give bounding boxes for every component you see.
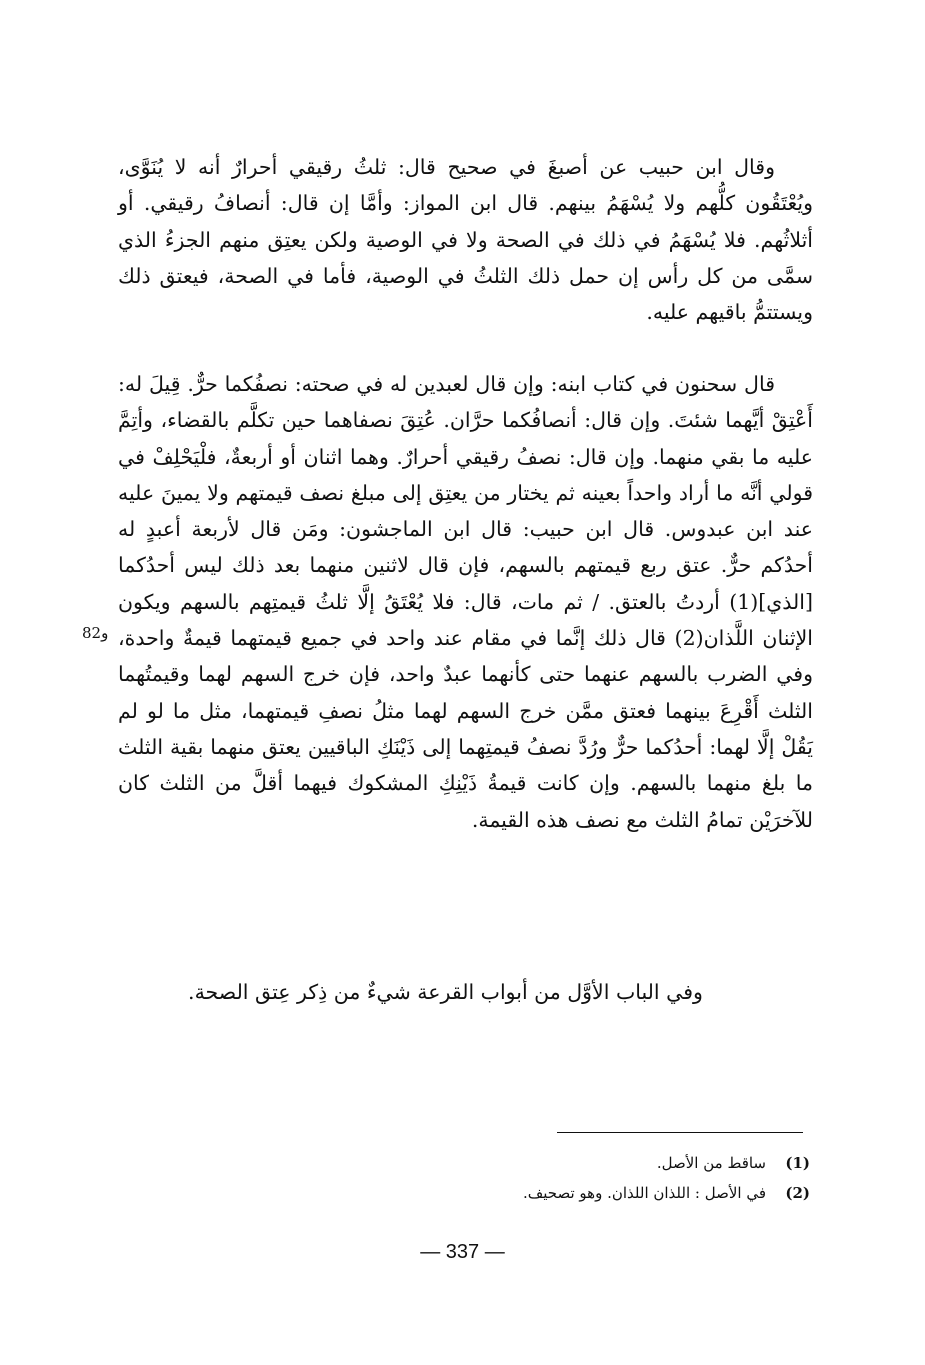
footnote-text: في الأصل : اللذان اللذان. وهو تصحيف. — [522, 1184, 766, 1202]
paragraph-3-text: وفي الباب الأوَّل من أبواب القرعة شيءٌ من ذِكر عِتق الصحة. — [188, 980, 703, 1004]
paragraph-2-text: قال سحنون في كتاب ابنه: وإن قال لعبدين له في صحته: نصفُكما حرٌّ. قِيلَ له: أَعْتِقْ أيَّهما شئتَ. وإن قال: أنصافُكما حرَّان. عُتِقَ نصفاهما حين تكلَّم بالقضاء، وأتِمَّ عليه ما بقي منهما. وإن قال: نصفُ رقيقي أحرارٌ. وهما اثنان أو أربعةٌ، فلْيَحْلِفْ في قولي أنَّه ما أراد واحداً بعينه ثم يختار من يعتِق إلى مبلغ نصف قيمتهم ولا يمينَ عليه عند ابن عبدوس. قال ابن حبيب: قال ابن الماجشون: ومَن قال لأربعة أعبدٍ له أحدُكم حرٌّ. عتق ربع قيمتهم بالسهم، فإن قال لاثنين منهما بعد ذلك ليس أحدُكما [الذي](1) أردتُ بالعتق. / ثم مات، قال: فلا يُعْتَقُ إلَّا ثلثُ قيمتِهم بالسهم ويكون الإثنان اللَّذان(2) قال ذلك إنَّما في مقام عند واحد في جميع قيمتهما قيمةٌ واحدة، وفي الضرب بالسهم عنهما حتى كأنهما عبدٌ واحد، فإن خرج السهم لهما وقيمتُهما الثلث أَقْرِعَ بينهما فعتق ممَّن خرج السهم لهما مثلُ نصفِ قيمتهما، مثل ما لو لم يَقُلْ إلَّا لهما: أحدُكما حرٌّ ورُدَّ نصفُ قيمتِهما إلى ذَيْنَكِ الباقيين يعتق منهما بقية الثلث ما بلغ منهما بالسهم. وإن كانت قيمةُ ذَيْنِكِ المشكوك فيهما أقلَّ من الثلث كان للآخرَيْن تمامُ الثلث مع نصف هذه القيمة. — [118, 372, 813, 832]
folio-margin-note: و82 — [82, 624, 109, 642]
footnote-number: (1) — [785, 1154, 810, 1172]
footnotes — [300, 1148, 810, 1208]
paragraph-1 — [118, 149, 813, 330]
footnote-divider — [557, 1132, 803, 1133]
paragraph-1-text: وقال ابن حبيب عن أصبغَ في صحيح قال: ثلثُ رقيقي أحرارٌ أنه لا يُنَوَّى، ويُعْتَقُون كلُّهم ولا يُسْهَمُ بينهم. قال ابن المواز: وأمَّا إن قال: أنصافُ رقيقي. أو أثلاثُهم. فلا يُسْهَمُ في ذلك في الصحة ولا في الوصية ولكن يعتِق منهم الجزءُ الذي سمَّى من كل رأس إن حمل ذلك الثلثُ في الوصية، فأما في الصحة، فيعتق ذلك ويستتمُّ باقيهم عليه. — [118, 155, 813, 325]
paragraph-3 — [118, 974, 813, 1010]
footnote-1 — [300, 1148, 810, 1178]
footnote-2 — [300, 1178, 810, 1208]
paragraph-2 — [118, 366, 813, 838]
footnote-text: ساقط من الأصل. — [656, 1154, 766, 1172]
footnote-number: (2) — [785, 1184, 810, 1202]
page-number: — 337 — — [420, 1241, 505, 1263]
